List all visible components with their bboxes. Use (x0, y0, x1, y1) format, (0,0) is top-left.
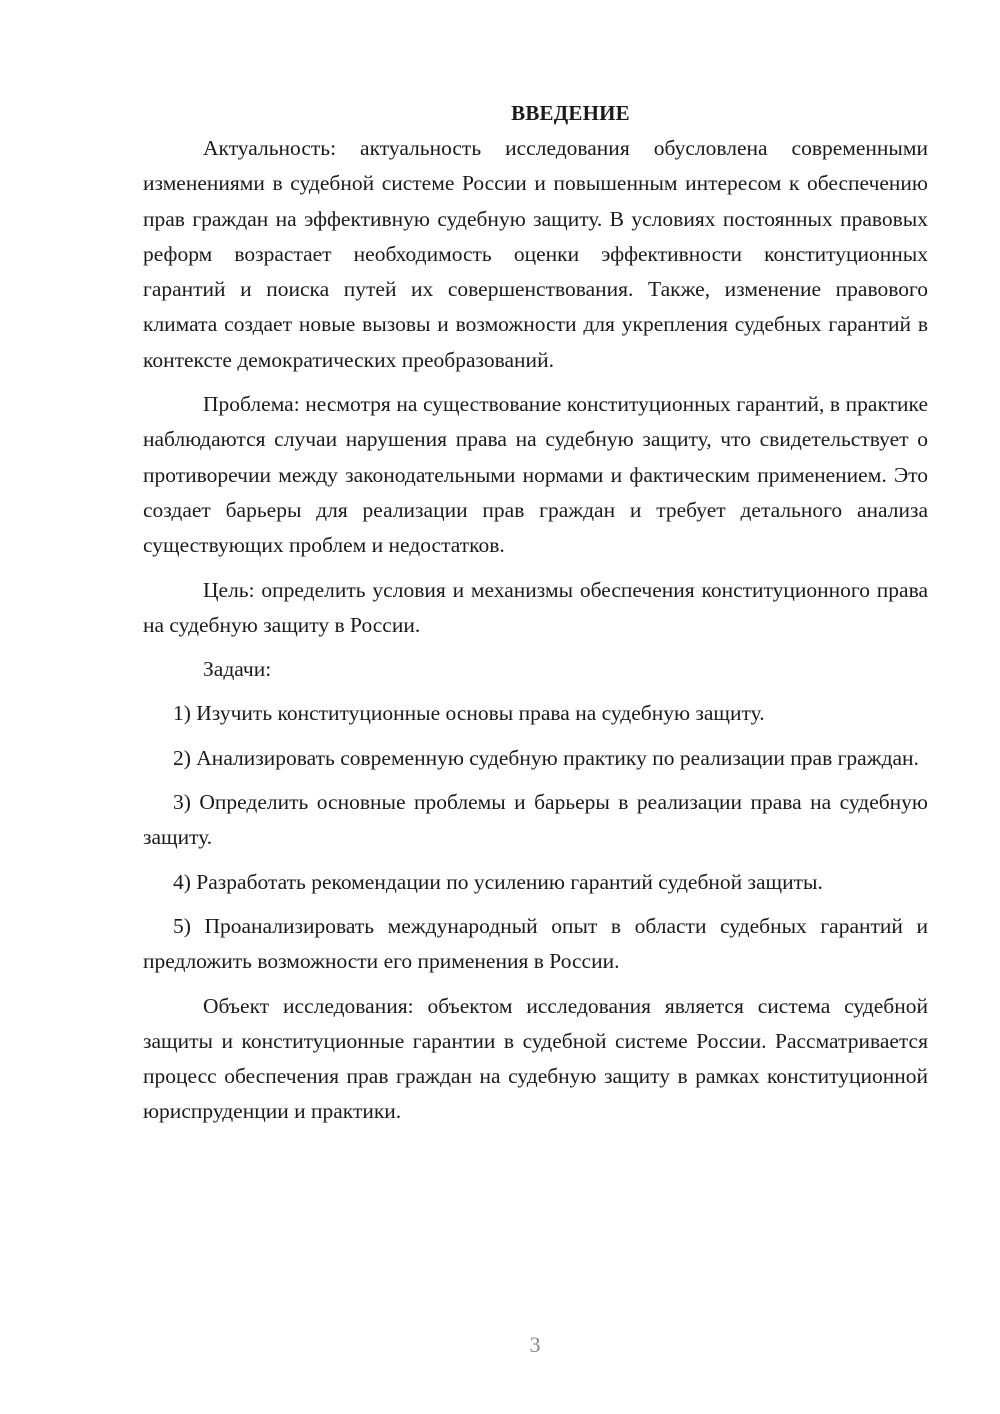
paragraph-object: Объект исследования: объектом исследования является система судебной защиты и конституционные гарантии в судебной системе России. Рассматривается процесс обеспечения прав граждан на судебную защиту в рамках конституционной юриспруденции и практики. (143, 993, 928, 1124)
paragraph-goal: Цель: определить условия и механизмы обеспечения конституционного права на судебную защиту в России. (143, 577, 928, 637)
task-item-2: 2) Анализировать современную судебную практику по реализации прав граждан. (173, 745, 919, 770)
paragraph-relevance: Актуальность: актуальность исследования обусловлена современными изменениями в судебной системе России и повышенным интересом к обеспечению прав граждан на эффективную судебную защиту. В условиях постоянных правовых реформ возрастает необходимость оценки эффективности конституционных гарантий и поиска путей их совершенствования. Также, изменение правового климата создает новые вызовы и возможности для укрепления судебных гарантий в контексте демократических преобразований. (143, 136, 928, 372)
section-title: ВВЕДЕНИЕ (511, 101, 630, 125)
tasks-heading: Задачи: (203, 657, 272, 682)
page-number: 3 (529, 1332, 541, 1357)
page-content (143, 96, 928, 1139)
task-item-3: 3) Определить основные проблемы и барьеры в реализации права на судебную защиту. (143, 790, 928, 850)
task-item-1: 1) Изучить конституционные основы права на судебную защиту. (173, 701, 765, 726)
task-item-5: 5) Проанализировать международный опыт в области судебных гарантий и предложить возможности его применения в России. (143, 913, 928, 974)
paragraph-problem: Проблема: несмотря на существование конституционных гарантий, в практике наблюдаются случаи нарушения права на судебную защиту, что свидетельствует о противоречии между законодательными нормами и фактическим применением. Это создает барьеры для реализации прав граждан и требует детального анализа существующих проблем и недостатков. (143, 392, 928, 558)
task-item-4: 4) Разработать рекомендации по усилению гарантий судебной защиты. (173, 869, 823, 894)
